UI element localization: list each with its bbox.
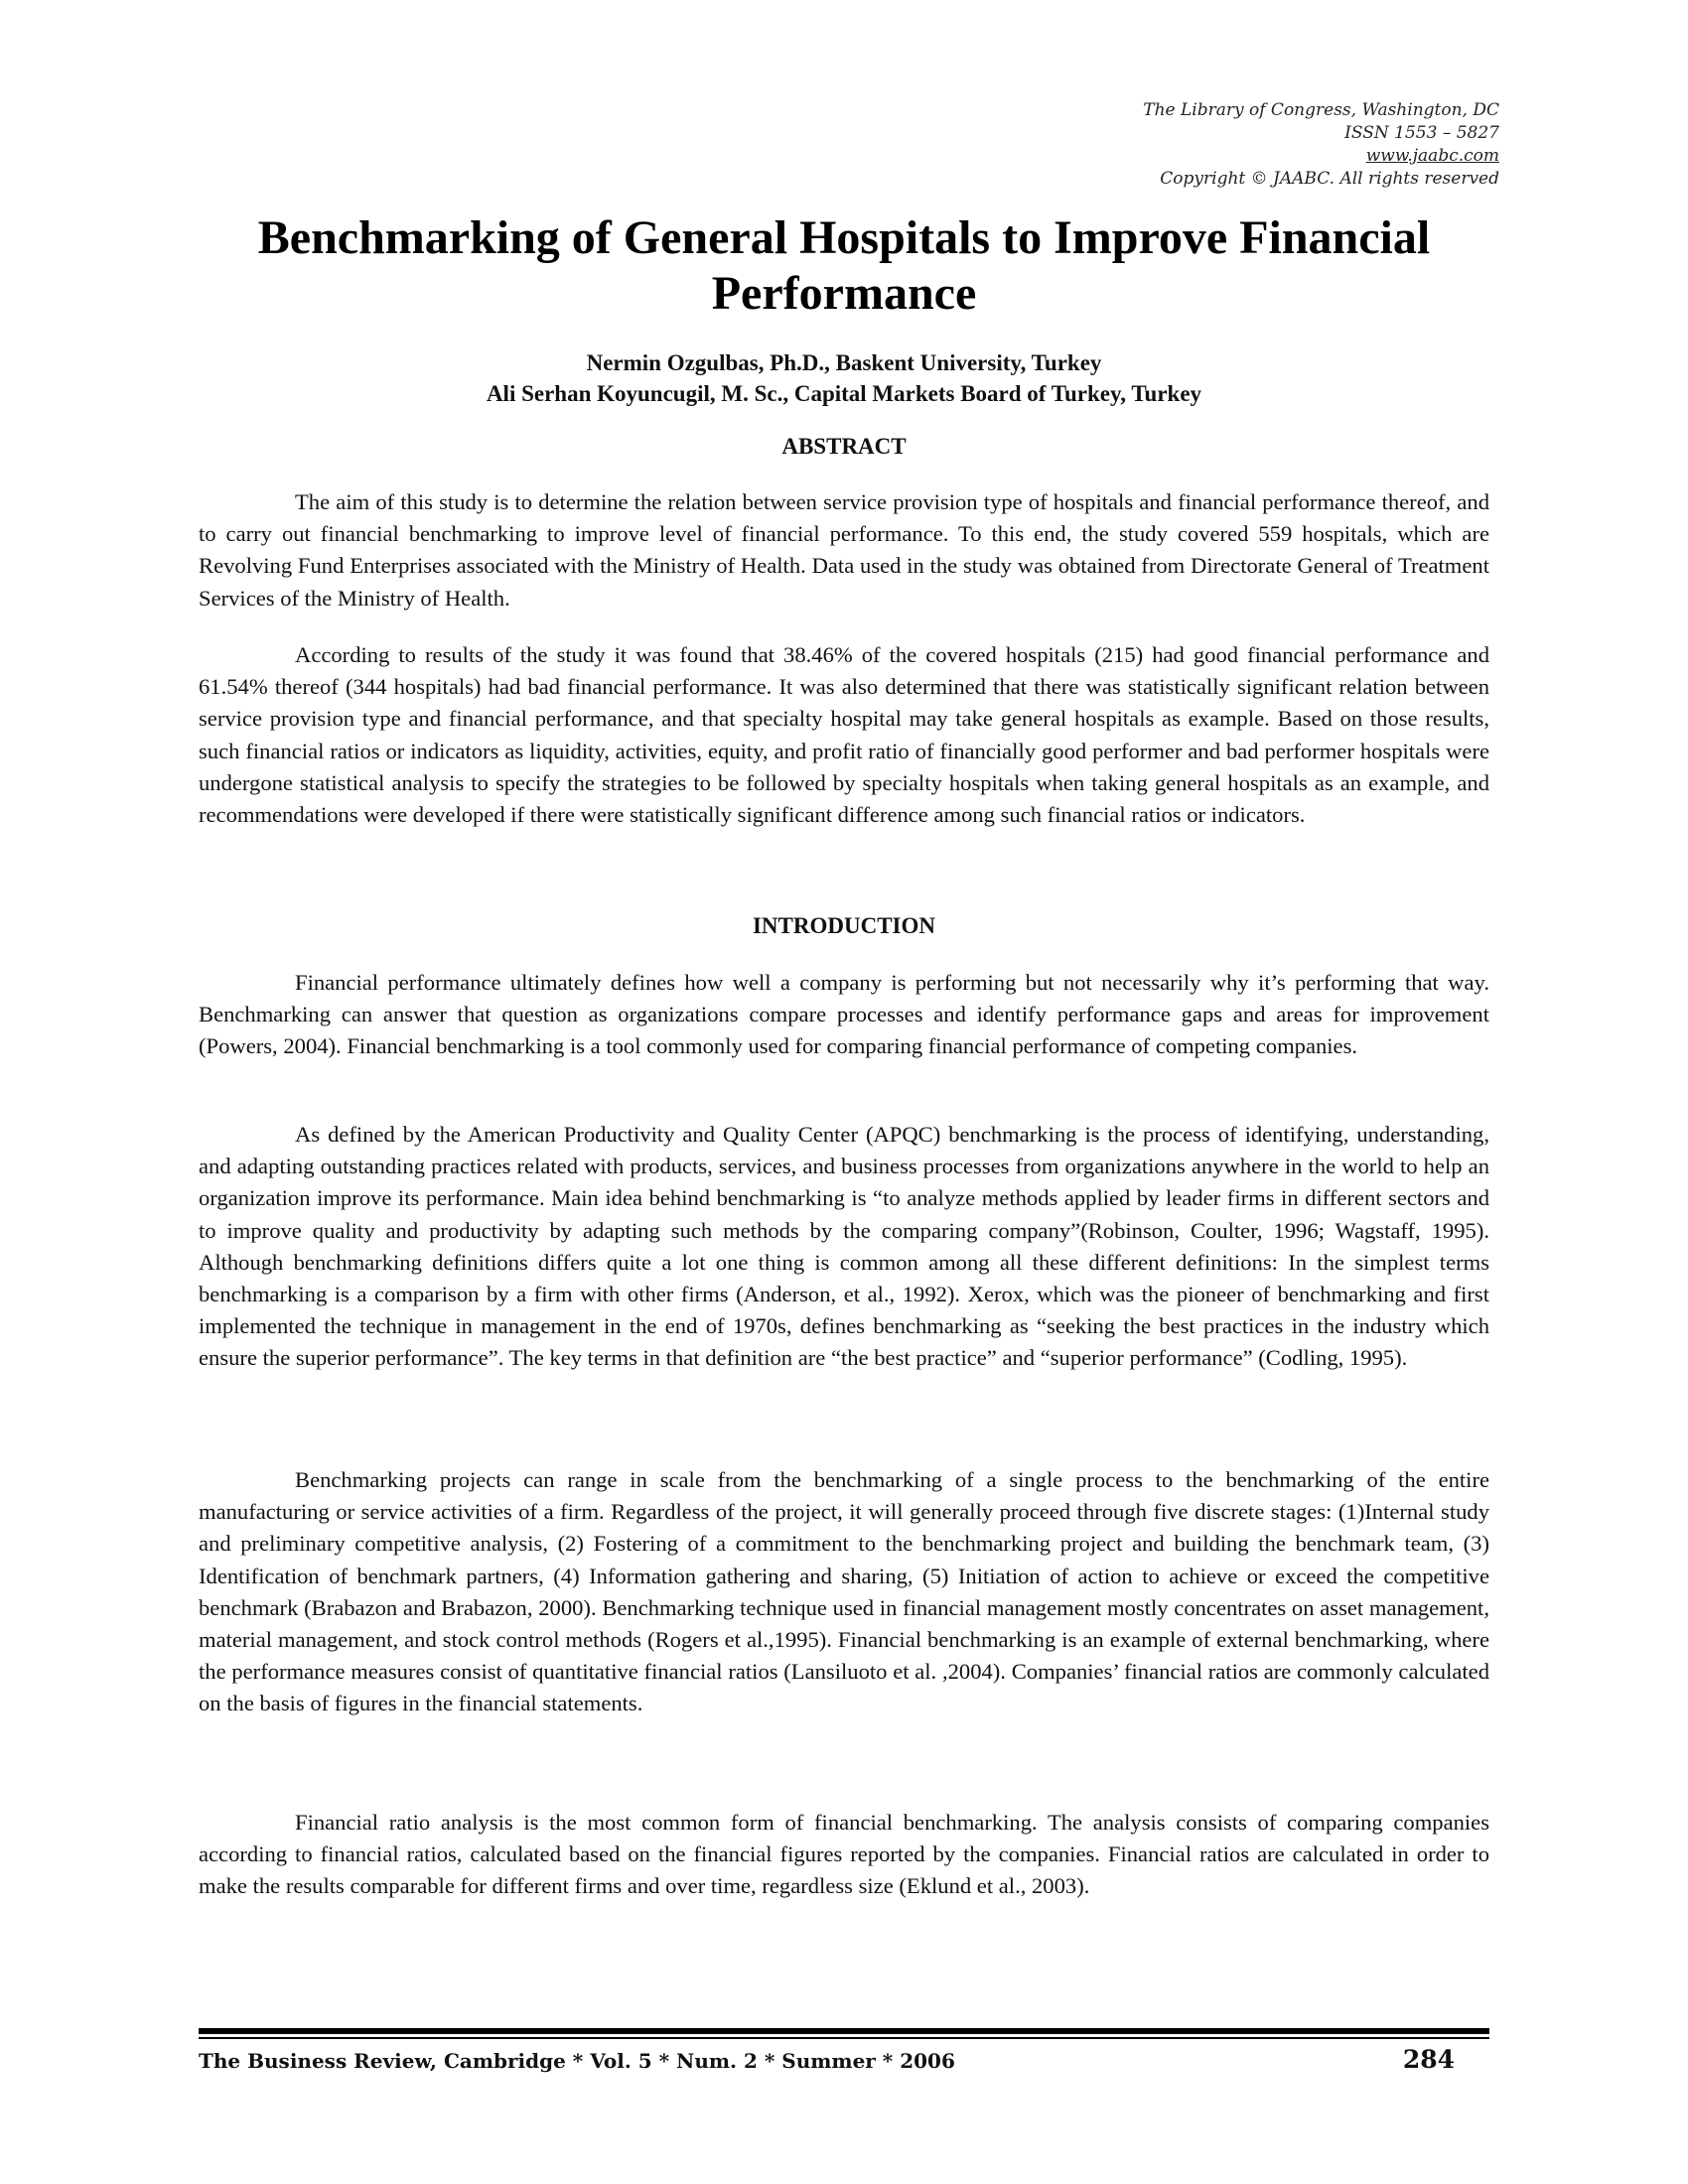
footer-rule-thin bbox=[199, 2037, 1489, 2039]
introduction-heading: INTRODUCTION bbox=[752, 913, 936, 938]
footer-rule-thick bbox=[199, 2028, 1489, 2034]
copyright-line: Copyright © JAABC. All rights reserved bbox=[1160, 169, 1499, 189]
journal-url-link[interactable]: www.jaabc.com bbox=[1365, 146, 1499, 166]
author-line-2: Ali Serhan Koyuncugil, M. Sc., Capital Markets Board of Turkey, Turkey bbox=[486, 381, 1202, 406]
introduction-paragraph-2: As defined by the American Productivity and Quality Center (APQC) benchmarking is the process of identifying, understanding, and adapting outstanding practices related with products, services, and business processes from organizations anywhere in the world to help an organization improve its performance. Main idea behind benchmarking is “to analyze methods applied by leader firms in different sectors and to improve quality and productivity by adapting such methods by the comparing company”(Robinson, Coulter, 1996; Wagstaff, 1995). Although benchmarking definitions differs quite a lot one thing is common among all these different definitions: In the simplest terms benchmarking is a comparison by a firm with other firms (Anderson, et al., 1992). Xerox, which was the pioneer of benchmarking and first implemented the technique in management in the end of 1970s, defines benchmarking as “seeking the best practices in the industry which ensure the superior performance”. The key terms in that definition are “the best practice” and “superior performance” (Codling, 1995). bbox=[199, 1122, 1489, 1371]
introduction-paragraph-4: Financial ratio analysis is the most common form of financial benchmarking. The analysis consists of comparing companies according to financial ratios, calculated based on the financial figures reported by the companies. Financial ratios are calculated in order to make the results comparable for different firms and over time, regardless size (Eklund et al., 2003). bbox=[199, 1810, 1489, 1899]
introduction-paragraph-3: Benchmarking projects can range in scale from the benchmarking of a single process to the benchmarking of the entire manufacturing or service activities of a firm. Regardless of the project, it will generally proceed through five discrete stages: (1)Internal study and preliminary competitive analysis, (2) Fostering of a commitment to the benchmarking project and building the benchmark team, (3) Identification of benchmark partners, (4) Information gathering and sharing, (5) Initiation of action to achieve or exceed the competitive benchmark (Brabazon and Brabazon, 2000). Benchmarking technique used in financial management mostly concentrates on asset management, material management, and stock control methods (Rogers et al.,1995). Financial benchmarking is an example of external benchmarking, where the performance measures consist of quantitative financial ratios (Lansiluoto et al. ,2004). Companies’ financial ratios are commonly calculated on the basis of figures in the financial statements. bbox=[199, 1467, 1489, 1716]
publisher-line: The Library of Congress, Washington, DC bbox=[1143, 100, 1499, 120]
author-block bbox=[199, 347, 1489, 409]
abstract-heading: ABSTRACT bbox=[781, 434, 907, 459]
abstract-paragraph-1: The aim of this study is to determine the relation between service provision type of hospitals and financial performance thereof, and to carry out financial benchmarking to improve level of financial performance. To this end, the study covered 559 hospitals, which are Revolving Fund Enterprises associated with the Ministry of Health. Data used in the study was obtained from Directorate General of Treatment Services of the Ministry of Health. bbox=[199, 489, 1489, 611]
introduction-paragraph-1: Financial performance ultimately defines how well a company is performing but not necessarily why it’s performing that way. Benchmarking can answer that question as organizations compare processes and identify performance gaps and areas for improvement (Powers, 2004). Financial benchmarking is a tool commonly used for comparing financial performance of competing companies. bbox=[199, 970, 1489, 1059]
footer-journal-citation: The Business Review, Cambridge * Vol. 5 * Num. 2 * Summer * 2006 bbox=[199, 2049, 955, 2073]
masthead bbox=[804, 99, 1499, 191]
author-line-1: Nermin Ozgulbas, Ph.D., Baskent University, Turkey bbox=[586, 350, 1102, 375]
issn-line: ISSN 1553 – 5827 bbox=[1344, 123, 1499, 143]
paper-title: Benchmarking of General Hospitals to Improve Financial Performance bbox=[257, 211, 1431, 320]
page-number: 284 bbox=[1402, 2045, 1455, 2074]
abstract-paragraph-2: According to results of the study it was found that 38.46% of the covered hospitals (215) had good financial performance and 61.54% thereof (344 hospitals) had bad financial performance. It was also determined that there was statistically significant relation between service provision type and financial performance, and that specialty hospital may take general hospitals as example. Based on those results, such financial ratios or indicators as liquidity, activities, equity, and profit ratio of financially good performer and bad performer hospitals were undergone statistical analysis to specify the strategies to be followed by specialty hospitals when taking general hospitals as an example, and recommendations were developed if there were statistically significant difference among such financial ratios or indicators. bbox=[199, 642, 1489, 828]
